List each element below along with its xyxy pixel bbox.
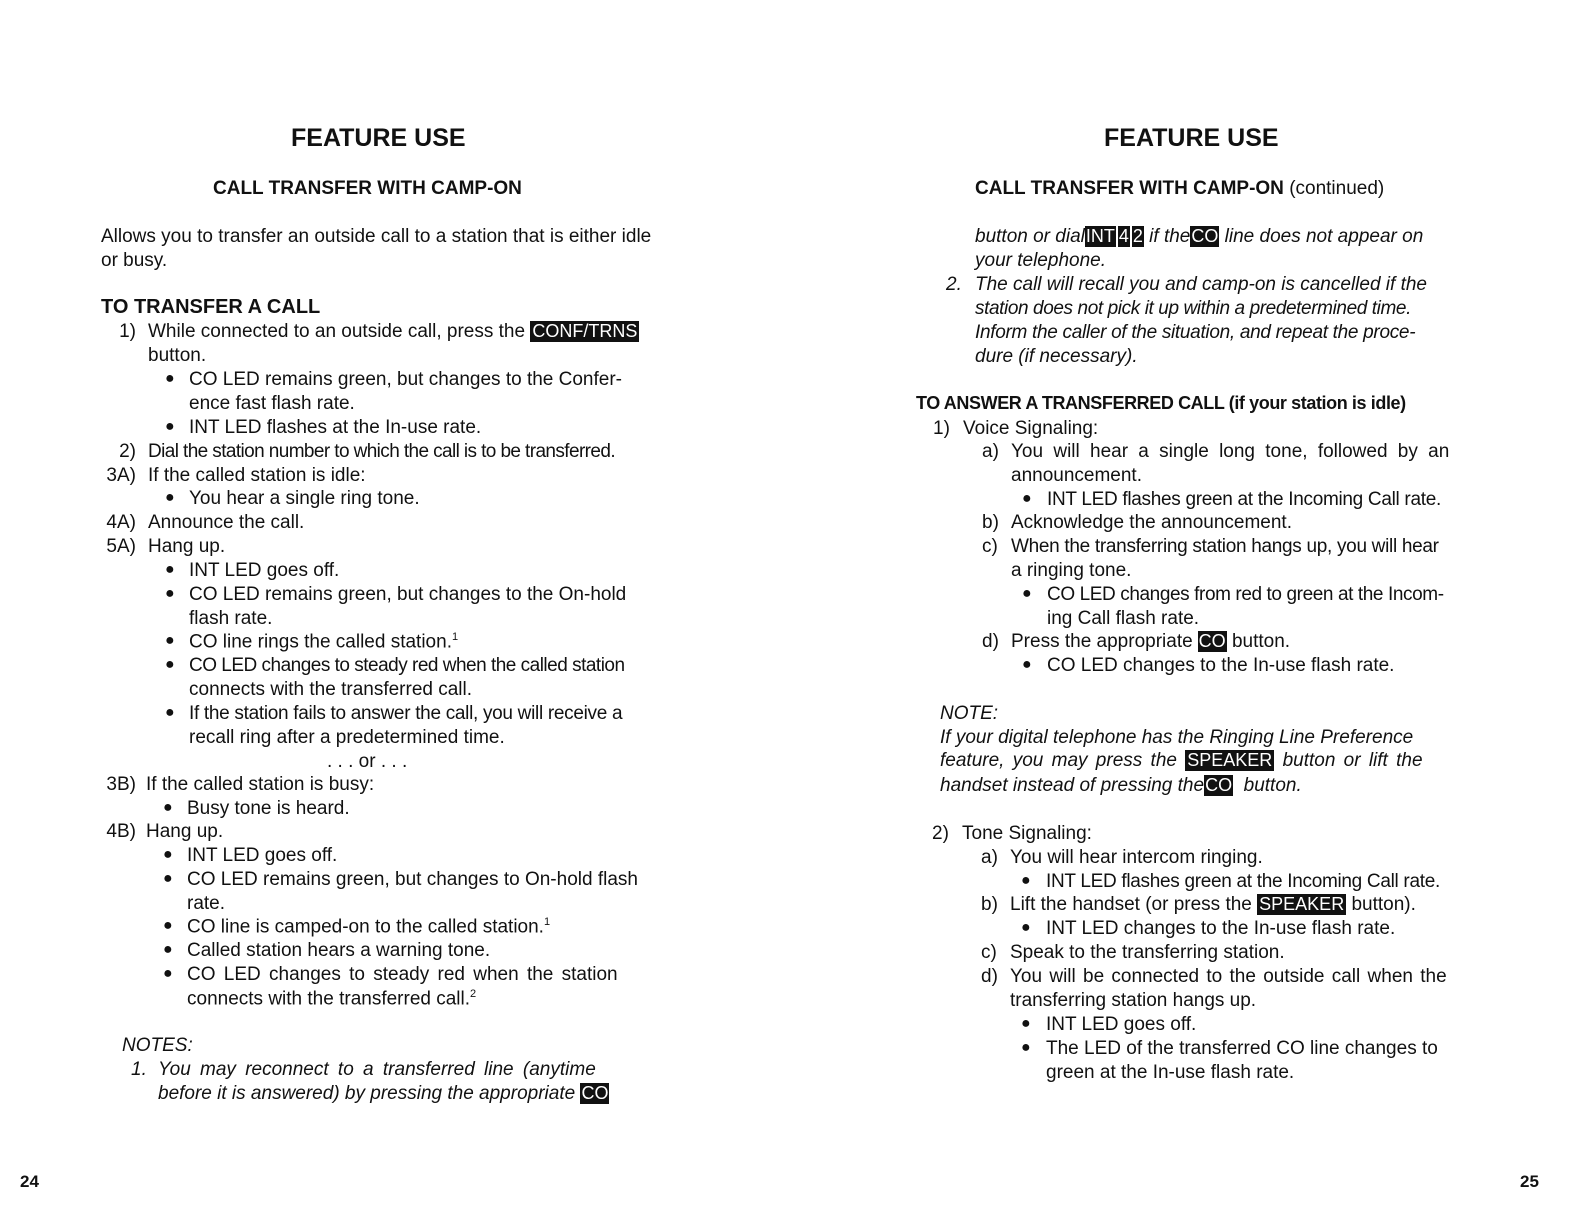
bullet-icon: ●	[1022, 490, 1032, 507]
step-number: 3A)	[106, 465, 136, 486]
co-key: CO	[1191, 226, 1219, 246]
step-number: 1)	[119, 321, 136, 342]
bullet-text: INT LED goes off.	[187, 845, 338, 866]
bullet-text: INT LED flashes green at the Incoming Call rate.	[1047, 489, 1441, 510]
step-number: 4B)	[106, 821, 136, 842]
step-2-text: Dial the station number to which the call is to be transferred.	[148, 441, 616, 462]
note-text	[940, 750, 1423, 772]
bullet-text: rate.	[187, 893, 226, 914]
step-1-label: While connected to an outside call, press the	[148, 321, 526, 342]
subheading-suffix: (continued)	[1289, 178, 1385, 199]
note-text: The call will recall you and camp-on is cancelled if the	[975, 274, 1427, 295]
digit-4-key: 4	[1118, 226, 1129, 246]
substep-text: When the transferring station hangs up, you will hear	[1011, 536, 1439, 557]
digit-2-key: 2	[1132, 226, 1143, 246]
note-number: 1.	[131, 1059, 147, 1080]
note-title: NOTE:	[940, 703, 999, 724]
right-page	[790, 0, 1583, 1215]
footnote-mark: 2	[470, 988, 477, 1000]
bullet-text: INT LED goes off.	[1046, 1014, 1197, 1035]
bullet-text: connects with the transferred call.	[189, 679, 473, 700]
bullet-icon: ●	[165, 561, 175, 578]
co-key: CO	[1205, 775, 1233, 795]
bullet-icon: ●	[1022, 656, 1032, 673]
bullet-label: CO line rings the called station.	[189, 631, 452, 653]
subheading-label: CALL TRANSFER WITH CAMP-ON	[975, 178, 1284, 199]
bullet-icon: ●	[163, 965, 173, 982]
or-separator: . . . or . . .	[327, 751, 408, 772]
bullet-icon: ●	[163, 917, 173, 934]
int-key: INT	[1085, 226, 1115, 246]
bullet-text: CO LED changes to steady red when the station	[187, 964, 618, 985]
bullet-text: Busy tone is heard.	[187, 798, 350, 819]
continued-line-1	[975, 226, 1423, 248]
substep-label: Lift the handset (or press the	[1010, 894, 1252, 915]
transfer-title: TO TRANSFER A CALL	[101, 296, 321, 318]
bullet-icon: ●	[165, 632, 175, 649]
note-text	[940, 775, 1302, 797]
note-text: Inform the caller of the situation, and repeat the proce-	[975, 322, 1416, 343]
bullet-icon: ●	[165, 370, 175, 387]
speaker-key: SPEAKER	[1187, 750, 1273, 770]
bullet-text: INT LED flashes green at the Incoming Call rate.	[1046, 871, 1440, 892]
substep-text	[1011, 631, 1290, 653]
bullet-icon: ●	[163, 846, 173, 863]
bullet-text	[187, 916, 550, 938]
step-number: 2)	[932, 823, 949, 844]
bullet-icon: ●	[1022, 585, 1032, 602]
substep-label: button.	[1231, 631, 1291, 652]
step-1-cont: button.	[148, 345, 207, 366]
page-heading: FEATURE USE	[1104, 124, 1279, 152]
notes-title: NOTES:	[122, 1035, 193, 1056]
bullet-label: CO line is camped-on to the called station.	[187, 916, 544, 938]
bullet-icon: ●	[1021, 919, 1031, 936]
bullet-icon: ●	[165, 585, 175, 602]
step-number: 2)	[119, 441, 136, 462]
conf-trns-key: CONF/TRNS	[532, 321, 638, 341]
section-subheading: CALL TRANSFER WITH CAMP-ON	[213, 178, 522, 199]
bullet-text: The LED of the transferred CO line changes to	[1046, 1038, 1438, 1059]
answer-title: TO ANSWER A TRANSFERRED CALL (if your station is idle)	[916, 393, 1406, 413]
step-number: 5A)	[106, 536, 136, 557]
bullet-text: CO LED changes to steady red when the called station	[189, 655, 625, 676]
substep-text: transferring station hangs up.	[1010, 990, 1257, 1011]
substep-letter: d)	[981, 966, 998, 987]
substep-letter: c)	[981, 942, 997, 963]
bullet-text: You hear a single ring tone.	[189, 488, 420, 509]
substep-text: Acknowledge the announcement.	[1011, 512, 1292, 533]
bullet-text	[189, 631, 458, 653]
note-number: 2.	[946, 274, 962, 295]
bullet-icon: ●	[165, 704, 175, 721]
step-number: 4A)	[106, 512, 136, 533]
page-number: 25	[1520, 1172, 1539, 1191]
footnote-mark: 1	[451, 631, 459, 643]
note-label: button.	[1243, 775, 1302, 796]
substep-letter: d)	[982, 631, 999, 652]
intro-line-2: or busy.	[101, 250, 168, 271]
bullet-icon: ●	[1021, 1039, 1031, 1056]
step-number: 1)	[933, 418, 950, 439]
step-2-text: Tone Signaling:	[962, 823, 1092, 844]
co-key: CO	[581, 1083, 609, 1103]
bullet-icon: ●	[1021, 872, 1031, 889]
substep-label: Press the appropriate	[1011, 631, 1193, 652]
intro-line-1: Allows you to transfer an outside call to a station that is either idle	[101, 226, 652, 247]
bullet-text: INT LED changes to the In-use flash rate.	[1046, 918, 1396, 939]
bullet-text: CO LED remains green, but changes to On-hold flash	[187, 869, 638, 890]
bullet-text: Called station hears a warning tone.	[187, 940, 491, 961]
bullet-icon: ●	[165, 418, 175, 435]
step-1-text: Voice Signaling:	[963, 418, 1099, 439]
bullet-label: connects with the transferred call.	[187, 988, 471, 1010]
bullet-text: flash rate.	[189, 608, 273, 629]
step-3a-text: If the called station is idle:	[148, 465, 366, 486]
continued-line-2: your telephone.	[975, 250, 1106, 271]
footnote-mark: 1	[543, 916, 551, 928]
note-text: You may reconnect to a transferred line (anytime	[158, 1059, 596, 1080]
cont-text: button or dial	[975, 226, 1085, 247]
substep-text: announcement.	[1011, 465, 1142, 486]
cont-text: line does not appear on	[1224, 226, 1424, 247]
note-text	[158, 1083, 609, 1105]
note-label: before it is answered) by pressing the appropriate	[158, 1083, 576, 1104]
substep-label: button).	[1351, 894, 1416, 915]
bullet-text: CO LED remains green, but changes to the On-hold	[189, 584, 627, 605]
bullet-text: INT LED goes off.	[189, 560, 340, 581]
substep-letter: a)	[981, 847, 998, 868]
page-heading: FEATURE USE	[291, 124, 466, 152]
substep-letter: a)	[982, 441, 999, 462]
bullet-icon: ●	[1021, 1015, 1031, 1032]
bullet-text	[187, 988, 476, 1010]
substep-text: You will hear intercom ringing.	[1010, 847, 1263, 868]
bullet-text: ence fast flash rate.	[189, 393, 355, 414]
step-4a-text: Announce the call.	[148, 512, 305, 533]
substep-letter: b)	[982, 512, 999, 533]
note-label: handset instead of pressing the	[940, 775, 1205, 796]
note-text: If your digital telephone has the Ringing Line Preference	[940, 727, 1414, 748]
step-4b-text: Hang up.	[146, 821, 224, 842]
substep-letter: c)	[982, 536, 998, 557]
cont-text: if the	[1149, 226, 1191, 247]
page-number: 24	[20, 1172, 39, 1191]
left-page	[0, 0, 790, 1215]
section-subheading	[975, 178, 1384, 200]
note-label: feature, you may press the	[940, 750, 1177, 771]
bullet-icon: ●	[165, 489, 175, 506]
bullet-text: green at the In-use flash rate.	[1046, 1062, 1295, 1083]
bullet-text: recall ring after a predetermined time.	[189, 727, 505, 748]
step-3b-text: If the called station is busy:	[146, 774, 375, 795]
bullet-text: If the station fails to answer the call, you will receive a	[189, 703, 623, 724]
bullet-text: CO LED changes from red to green at the Incom-	[1047, 584, 1444, 605]
note-text: dure (if necessary).	[975, 346, 1138, 367]
speaker-key: SPEAKER	[1259, 894, 1345, 914]
step-1-text	[148, 321, 639, 343]
note-label: button or lift the	[1282, 750, 1423, 771]
substep-text: You will hear a single long tone, followed by an	[1011, 441, 1450, 462]
bullet-text: CO LED remains green, but changes to the Confer-	[189, 369, 623, 390]
bullet-icon: ●	[163, 799, 173, 816]
bullet-icon: ●	[163, 870, 173, 887]
bullet-icon: ●	[163, 941, 173, 958]
bullet-text: ing Call flash rate.	[1047, 608, 1200, 629]
note-text: station does not pick it up within a predetermined time.	[975, 298, 1411, 319]
substep-text	[1010, 894, 1416, 916]
substep-text: You will be connected to the outside call when the	[1010, 966, 1447, 987]
co-key: CO	[1198, 631, 1226, 651]
substep-text: Speak to the transferring station.	[1010, 942, 1285, 963]
step-number: 3B)	[106, 774, 136, 795]
substep-text: a ringing tone.	[1011, 560, 1132, 581]
step-5a-text: Hang up.	[148, 536, 226, 557]
substep-letter: b)	[981, 894, 998, 915]
bullet-icon: ●	[165, 656, 175, 673]
bullet-text: INT LED flashes at the In-use rate.	[189, 417, 482, 438]
bullet-text: CO LED changes to the In-use flash rate.	[1047, 655, 1395, 676]
